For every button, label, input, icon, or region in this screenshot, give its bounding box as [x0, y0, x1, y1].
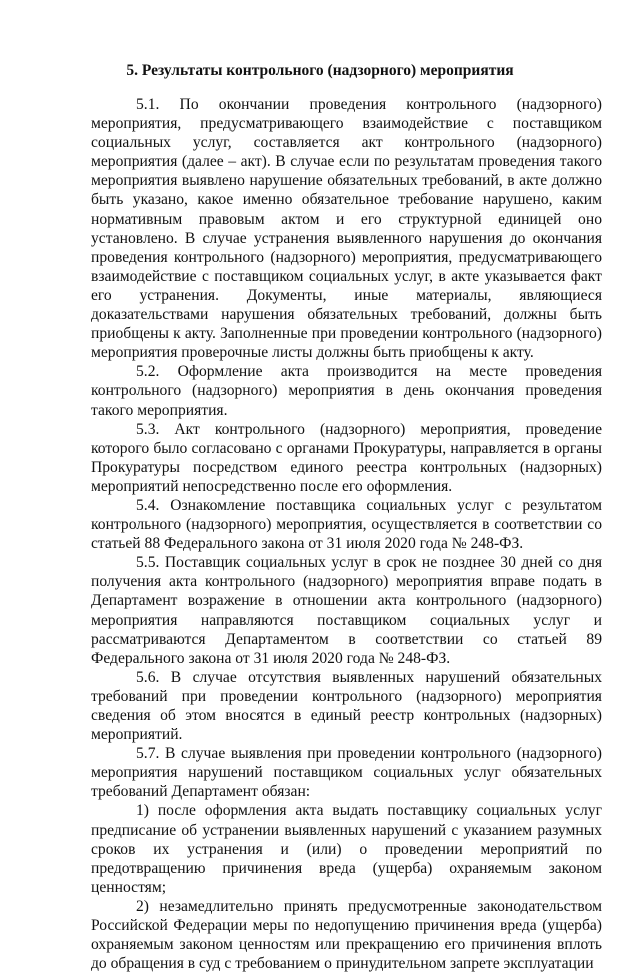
- paragraph-5-1: 5.1. По окончании проведения контрольного (надзорного) мероприятия, предусматривающего взаимодействие с поставщиком социальных услуг, составляется акт контрольного (надзорного) мероприятия (далее – акт). В случае если по результатам проведения такого мероприятия выявлено нарушение обязательных требований, в акте должно быть указано, какое именно обязательное требование нарушено, каким нормативным правовым актом и его структурной единицей оно установлено. В случае устранения выявленного нарушения до окончания проведения контрольного (надзорного) мероприятия, предусматривающего взаимодействие с поставщиком социальных услуг, в акте указывается факт его устранения. Документы, иные материалы, являющиеся доказательствами нарушения обязательных требований, должны быть приобщены к акту. Заполненные при проведении контрольного (надзорного) мероприятия проверочные листы должны быть приобщены к акту.: [91, 96, 602, 362]
- list-item-1: 1) после оформления акта выдать поставщику социальных услуг предписание об устранении выявленных нарушений с указанием разумных сроков их устранения и (или) о проведении мероприятий по предотвращению причинения вреда (ущерба) охраняемым законом ценностям;: [91, 802, 602, 896]
- paragraph-5-5: 5.5. Поставщик социальных услуг в срок не позднее 30 дней со дня получения акта контрольного (надзорного) мероприятия вправе подать в Департамент возражение в отношении акта контрольного (надзорного) мероприятия направляются поставщиком социальных услуг и рассматриваются Департаментом в соответствии со статьей 89 Федерального закона от 31 июля 2020 года № 248-ФЗ.: [91, 554, 602, 667]
- document-body: [91, 95, 602, 973]
- paragraph-5-3: 5.3. Акт контрольного (надзорного) мероприятия, проведение которого было согласовано с органами Прокуратуры, направляется в органы Прокуратуры посредством единого реестра контрольных (надзорных) мероприятий непосредственно после его оформления.: [91, 420, 602, 495]
- paragraph-5-2: 5.2. Оформление акта производится на месте проведения контрольного (надзорного) мероприятия в день окончания проведения такого мероприятия.: [91, 363, 602, 419]
- paragraph-5-7: 5.7. В случае выявления при проведении контрольного (надзорного) мероприятия нарушений поставщиком социальных услуг обязательных требований Департамент обязан:: [91, 745, 602, 801]
- list-item-2: 2) незамедлительно принять предусмотренные законодательством Российской Федерации меры по недопущению причинения вреда (ущерба) охраняемым законом ценностям или прекращению его причинения вплоть до обращения в суд с требованием о принудительном запрете эксплуатации: [91, 897, 602, 973]
- section-title: 5. Результаты контрольного (надзорного) мероприятия: [126, 62, 514, 79]
- paragraph-5-6: 5.6. В случае отсутствия выявленных нарушений обязательных требований при проведении контрольного (надзорного) мероприятия сведения об этом вносятся в единый реестр контрольных (надзорных) мероприятий.: [91, 668, 602, 744]
- paragraph-5-4: 5.4. Ознакомление поставщика социальных услуг с результатом контрольного (надзорного) мероприятия, осуществляется в соответствии со статьей 88 Федерального закона от 31 июля 2020 года № 248-ФЗ.: [91, 496, 602, 553]
